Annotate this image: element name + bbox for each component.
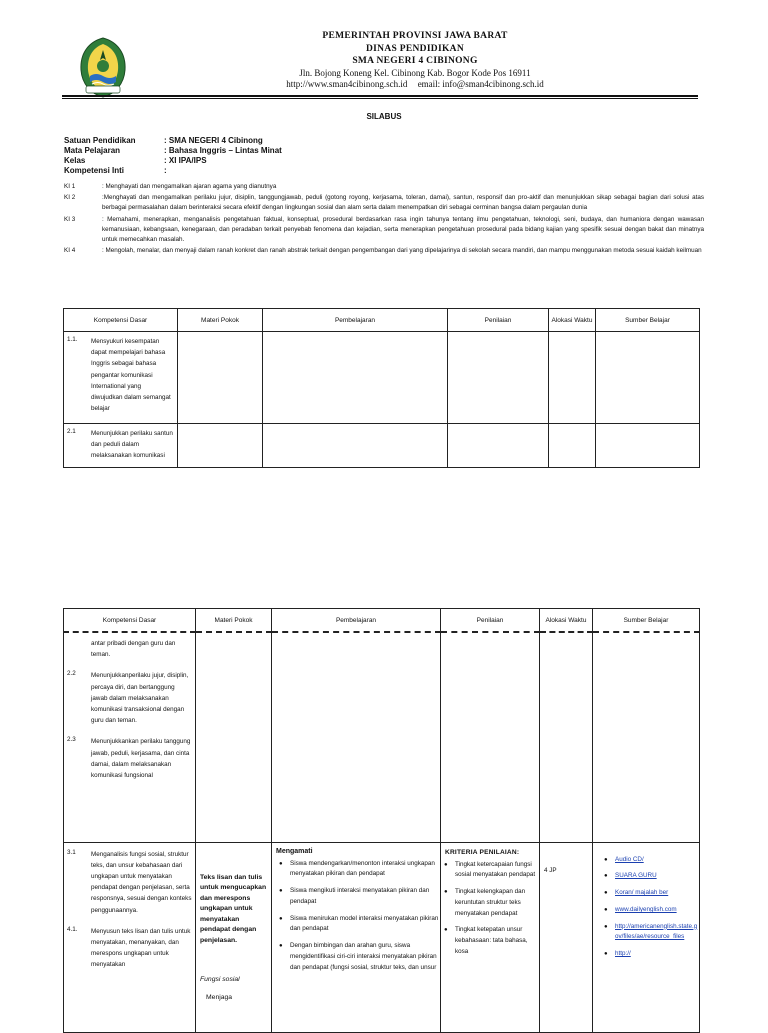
pembelajaran-list [272, 859, 440, 974]
header-alokasi-waktu: Alokasi Waktu [549, 309, 596, 332]
table-row [64, 332, 700, 424]
ki-text: : Mengolah, menalar, dan menyaji dalam ranah konkret dan ranah abstrak terkait dengan pengembangan dari yang dipelajarinya di sekolah secara mandiri, dan mampu menggunakan metoda sesuai kaidah keilmuan [102, 247, 702, 255]
list-item[interactable] [615, 855, 699, 866]
sumber-belajar-list [593, 843, 699, 961]
ki-label: KI 3 [64, 215, 76, 223]
letterhead-website[interactable]: http://www.sman4cibinong.sch.id [286, 78, 408, 89]
kd-text: Menunjukkan perilaku santun dan peduli dalam melaksanakan komunikasi [91, 430, 173, 460]
source-link[interactable]: Audio CD/ [615, 855, 644, 863]
kd-text: Menganalisis fungsi sosial, struktur teks, dan unsur kebahasaan dari ungkapan untuk menyatakan pendapat dengan penjelasan, serta responsnya, sesuai dengan konteks penggunaannya. [91, 850, 192, 914]
table-cell [540, 842, 593, 1032]
table-cell [178, 332, 263, 424]
list-item[interactable] [615, 949, 699, 960]
list-item: ● Tingkat ketercapaian fungsi sosial menyatakan pendapat [455, 860, 539, 882]
table-cell [448, 424, 549, 468]
table-cell [263, 332, 448, 424]
table-row [64, 632, 700, 842]
header-sumber-belajar: Sumber Belajar [593, 609, 700, 633]
header-penilaian: Penilaian [441, 609, 540, 633]
ki-text: : Memahami, menerapkan, menganalisis pengetahuan faktual, konseptual, prosedural berdasarkan rasa ingin tahunya tentang ilmu pengetahuan, teknologi, seni, budaya, dan humaniora dengan wawasan kemanusiaan, kebangsaan, kenegaraan, dan peradaban terkait penyebab fenomena dan kejadian, serta menerapkan pengetahuan prosedural pada bidang kajian yang spesifik sesuai dengan bakat dan minatnya untuk memecahkan masalah. [102, 215, 704, 244]
table-cell [596, 332, 700, 424]
ki-text: : Menghayati dan mengamalkan ajaran agama yang dianutnya [102, 183, 277, 190]
identity-label: Kompetensi Inti [64, 166, 125, 175]
list-item[interactable] [615, 871, 699, 882]
penilaian-heading: KRITERIA PENILAIAN: [445, 848, 520, 856]
syllabus-table-page2 [63, 608, 700, 1033]
identity-label: Satuan Pendidikan [64, 136, 136, 145]
ki-row [64, 182, 704, 192]
letterhead-contact [180, 79, 650, 90]
core-competency-list [64, 182, 704, 257]
source-link[interactable]: http://americanenglish.state.gov/files/ae/resource_files [615, 922, 698, 941]
materi-fungsi-sosial: Fungsi sosial [200, 975, 240, 983]
identity-value: : XI IPA/IPS [164, 156, 207, 165]
identity-label: Kelas [64, 156, 86, 165]
identity-row [64, 136, 282, 146]
header-kompetensi-dasar: Kompetensi Dasar [64, 609, 196, 633]
header-pembelajaran: Pembelajaran [272, 609, 441, 633]
table-cell [64, 424, 178, 468]
pembelajaran-heading: Mengamati [276, 847, 313, 855]
kd-number: 3.1 [67, 848, 76, 856]
header-penilaian: Penilaian [448, 309, 549, 332]
letterhead-school: SMA NEGERI 4 CIBINONG [352, 56, 478, 66]
kd-number: 4.1. [67, 925, 78, 933]
identity-row [64, 156, 282, 166]
list-item: ● Dengan bimbingan dan arahan guru, siswa mengidentifikasi ciri-ciri interaksi menyatakan pikiran dan pendapat (fungsi sosial, struktur teks, dan unsur [290, 941, 440, 973]
kd-number: 1.1. [67, 336, 78, 343]
table-cell [593, 842, 700, 1032]
table-cell [64, 842, 196, 1032]
header-alokasi-waktu: Alokasi Waktu [540, 609, 593, 633]
table-cell [549, 332, 596, 424]
ki-text: :Menghayati dan mengamalkan perilaku jujur, disiplin, tanggungjawab, peduli (gotong royong, kerjasama, toleran, damai), santun, responsif dan pro-aktif dan menunjukkan sikap sebagai bagian dari solusi atas berbagai permasalahan dalam berinteraksi secara efektif dengan lingkungan sosial dan alam serta dalam menempatkan diri sebagai cerminan bangsa dalam pergaulan dunia [102, 194, 704, 212]
ki-label: KI 2 [64, 194, 76, 202]
source-link[interactable]: SUARA GURU [615, 872, 657, 880]
list-item: ● Tingkat kelengkapan dan keruntutan struktur teks menyatakan pendapat [455, 887, 539, 919]
identity-row [64, 166, 282, 176]
list-item: ● Siswa mengikuti interaksi menyatakan pikiran dan pendapat [290, 886, 440, 908]
letterhead-email[interactable]: email: info@sman4cibinong.sch.id [417, 78, 544, 89]
letterhead-rule-thin [62, 98, 698, 99]
identity-label: Mata Pelajaran [64, 146, 121, 155]
table-cell [441, 842, 540, 1032]
letterhead-address: Jln. Bojong Koneng Kel. Cibinong Kab. Bogor Kode Pos 16911 [299, 67, 531, 78]
table-cell [596, 424, 700, 468]
materi-menjaga: Menjaga [206, 994, 233, 1002]
alokasi-waktu-value: 4 JP [544, 866, 557, 874]
identity-value: : SMA NEGERI 4 Cibinong [164, 136, 263, 145]
list-item[interactable] [615, 922, 699, 944]
ki-row [64, 215, 704, 246]
kd-text: Menunjukkankan perilaku tanggung jawab, peduli, kerjasama, dan cinta damai, dalam melaksanakan komunikasi fungsional [91, 738, 191, 780]
table-cell [441, 632, 540, 842]
materi-pokok-text: Teks lisan dan tulis untuk mengucapkan dan merespons ungkapan untuk menyatakan pendapat dengan penjelasan. [200, 873, 267, 945]
letterhead-province: PEMERINTAH PROVINSI JAWA BARAT [322, 31, 508, 41]
table-cell [196, 632, 272, 842]
identity-value: : Bahasa Inggris – Lintas Minat [164, 146, 282, 155]
header-materi-pokok: Materi Pokok [178, 309, 263, 332]
letterhead [180, 30, 650, 90]
letterhead-rule-thick [62, 95, 698, 97]
header-kompetensi-dasar: Kompetensi Dasar [64, 309, 178, 332]
table-cell [178, 424, 263, 468]
table-cell [272, 632, 441, 842]
table-cell [263, 424, 448, 468]
kd-text: antar pribadi dengan guru dan teman. [91, 640, 176, 659]
ki-row [64, 193, 704, 213]
identity-value: : [164, 166, 167, 175]
source-link[interactable]: Koran/ majalah ber [615, 889, 669, 897]
source-link[interactable]: http:// [615, 950, 631, 958]
table-cell [64, 332, 178, 424]
list-item[interactable] [615, 905, 699, 916]
table-row [64, 842, 700, 1032]
list-item: ● Siswa mendengarkan/menonton interaksi ungkapan menyatakan pikiran dan pendapat [290, 859, 440, 881]
kd-number: 2.1 [67, 428, 76, 435]
kd-number: 2.3 [67, 736, 76, 744]
ki-label: KI 1 [64, 183, 76, 190]
table-cell [448, 332, 549, 424]
identity-row [64, 146, 282, 156]
table-cell [593, 632, 700, 842]
header-sumber-belajar: Sumber Belajar [596, 309, 700, 332]
table-cell [196, 842, 272, 1032]
table-cell [272, 842, 441, 1032]
header-pembelajaran: Pembelajaran [263, 309, 448, 332]
table-row [64, 424, 700, 468]
kd-number: 2.2 [67, 670, 76, 678]
list-item[interactable] [615, 888, 699, 899]
kd-text: Menyusun teks lisan dan tulis untuk menyatakan, menanyakan, dan merespons ungkapan untuk menyatakan [91, 927, 191, 969]
syllabus-table-page1 [63, 308, 700, 468]
identity-block [64, 136, 282, 176]
ki-row [64, 246, 704, 256]
letterhead-department: DINAS PENDIDIKAN [366, 43, 464, 54]
kd-text: Mensyukuri kesempatan dapat mempelajari bahasa Inggris sebagai bahasa pengantar komunikasi International yang diwujudkan dalam semangat belajar [91, 338, 171, 413]
table-cell [549, 424, 596, 468]
header-materi-pokok: Materi Pokok [196, 609, 272, 633]
ki-label: KI 4 [64, 247, 76, 255]
list-item: ● Tingkat ketepatan unsur kebahasaan: tata bahasa, kosa [455, 925, 539, 957]
table-cell [540, 632, 593, 842]
list-item: ● Siswa menirukan model interaksi menyatakan pikiran dan pendapat [290, 914, 440, 936]
penilaian-list [441, 860, 539, 958]
table-cell [64, 632, 196, 842]
kd-text: Menunjukkanperilaku jujur, disiplin, percaya diri, dan bertanggung jawab dalam melaksanakan komunikasi transaksional dengan guru dan teman. [91, 672, 189, 725]
document-title: SILABUS [366, 112, 402, 121]
source-link[interactable]: www.dailyenglish.com [615, 905, 677, 913]
west-java-emblem-icon [78, 36, 128, 98]
